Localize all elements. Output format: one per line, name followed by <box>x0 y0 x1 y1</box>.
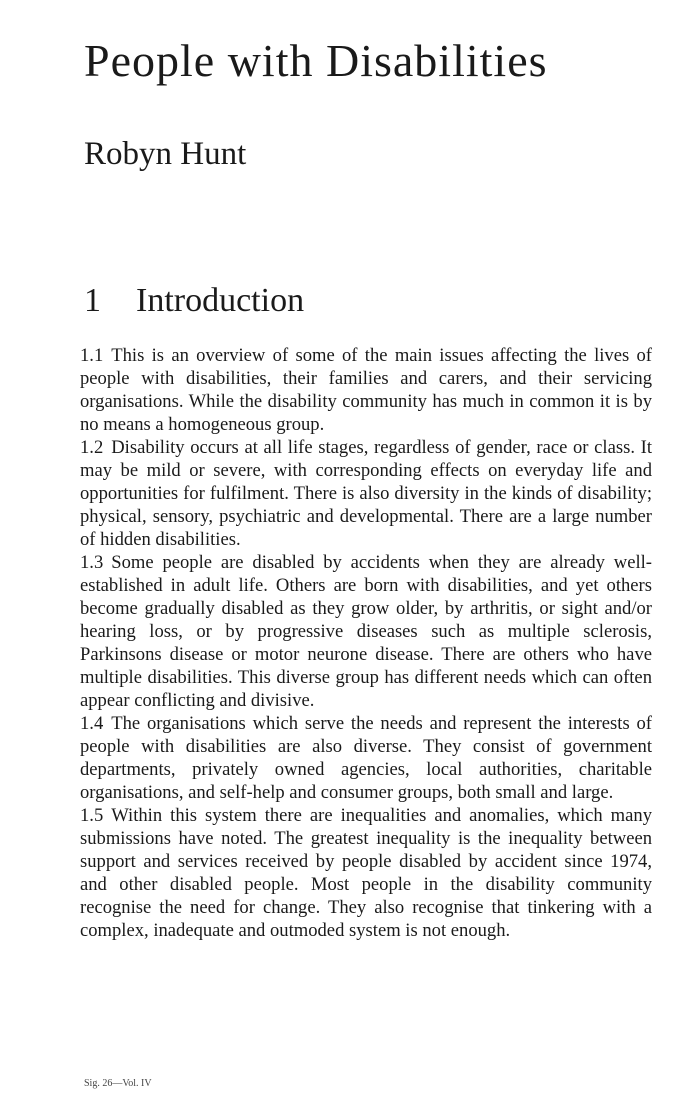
paragraph-number: 1.5 <box>80 805 104 826</box>
paragraph-number: 1.4 <box>80 713 104 734</box>
section-title: Introduction <box>136 282 305 319</box>
paragraph-text: Some people are disabled by accidents when they are already well-established in adult life. Others are born with disabilities, and yet others become gradually disabled as they grow older, by arthritis, or sight and/or hearing loss, or by progressive diseases such as multiple sclerosis, Parkinsons disease or motor neurone disease. There are others who have multiple disabilities. This diverse group has different needs which can often appear conflicting and divisive. <box>80 552 652 711</box>
paragraph-number: 1.2 <box>80 437 104 458</box>
document-title: People with Disabilities <box>84 35 548 86</box>
body-text <box>80 344 652 942</box>
paragraph-1-5 <box>80 804 652 942</box>
section-heading <box>84 282 304 320</box>
paragraph-1-3 <box>80 551 652 712</box>
paragraph-text: This is an overview of some of the main issues affecting the lives of people with disabilities, their families and carers, and their servicing organisations. While the disability community has much in common it is by no means a homogeneous group. <box>80 345 652 435</box>
paragraph-1-1 <box>80 344 652 436</box>
paragraph-text: Disability occurs at all life stages, regardless of gender, race or class. It may be mild or severe, with corresponding effects on everyday life and opportunities for fulfilment. There is also diversity in the kinds of disability; physical, sensory, psychiatric and developmental. There are a large number of hidden disabilities. <box>80 437 652 550</box>
paragraph-number: 1.1 <box>80 345 104 366</box>
signature-footer: Sig. 26—Vol. IV <box>84 1078 152 1089</box>
paragraph-1-2 <box>80 436 652 551</box>
section-number: 1 <box>84 282 101 319</box>
author-name: Robyn Hunt <box>84 136 247 172</box>
paragraph-number: 1.3 <box>80 552 104 573</box>
paragraph-1-4 <box>80 712 652 804</box>
paragraph-text: The organisations which serve the needs and represent the interests of people with disabilities are also diverse. They consist of government departments, privately owned agencies, local authorities, charitable organisations, and self-help and consumer groups, both small and large. <box>80 713 652 803</box>
paragraph-text: Within this system there are inequalities and anomalies, which many submissions have noted. The greatest inequality is the inequality between support and services received by people disabled by accident since 1974, and other disabled people. Most people in the disability community recognise the need for change. They also recognise that tinkering with a complex, inadequate and outmoded system is not enough. <box>80 805 652 941</box>
